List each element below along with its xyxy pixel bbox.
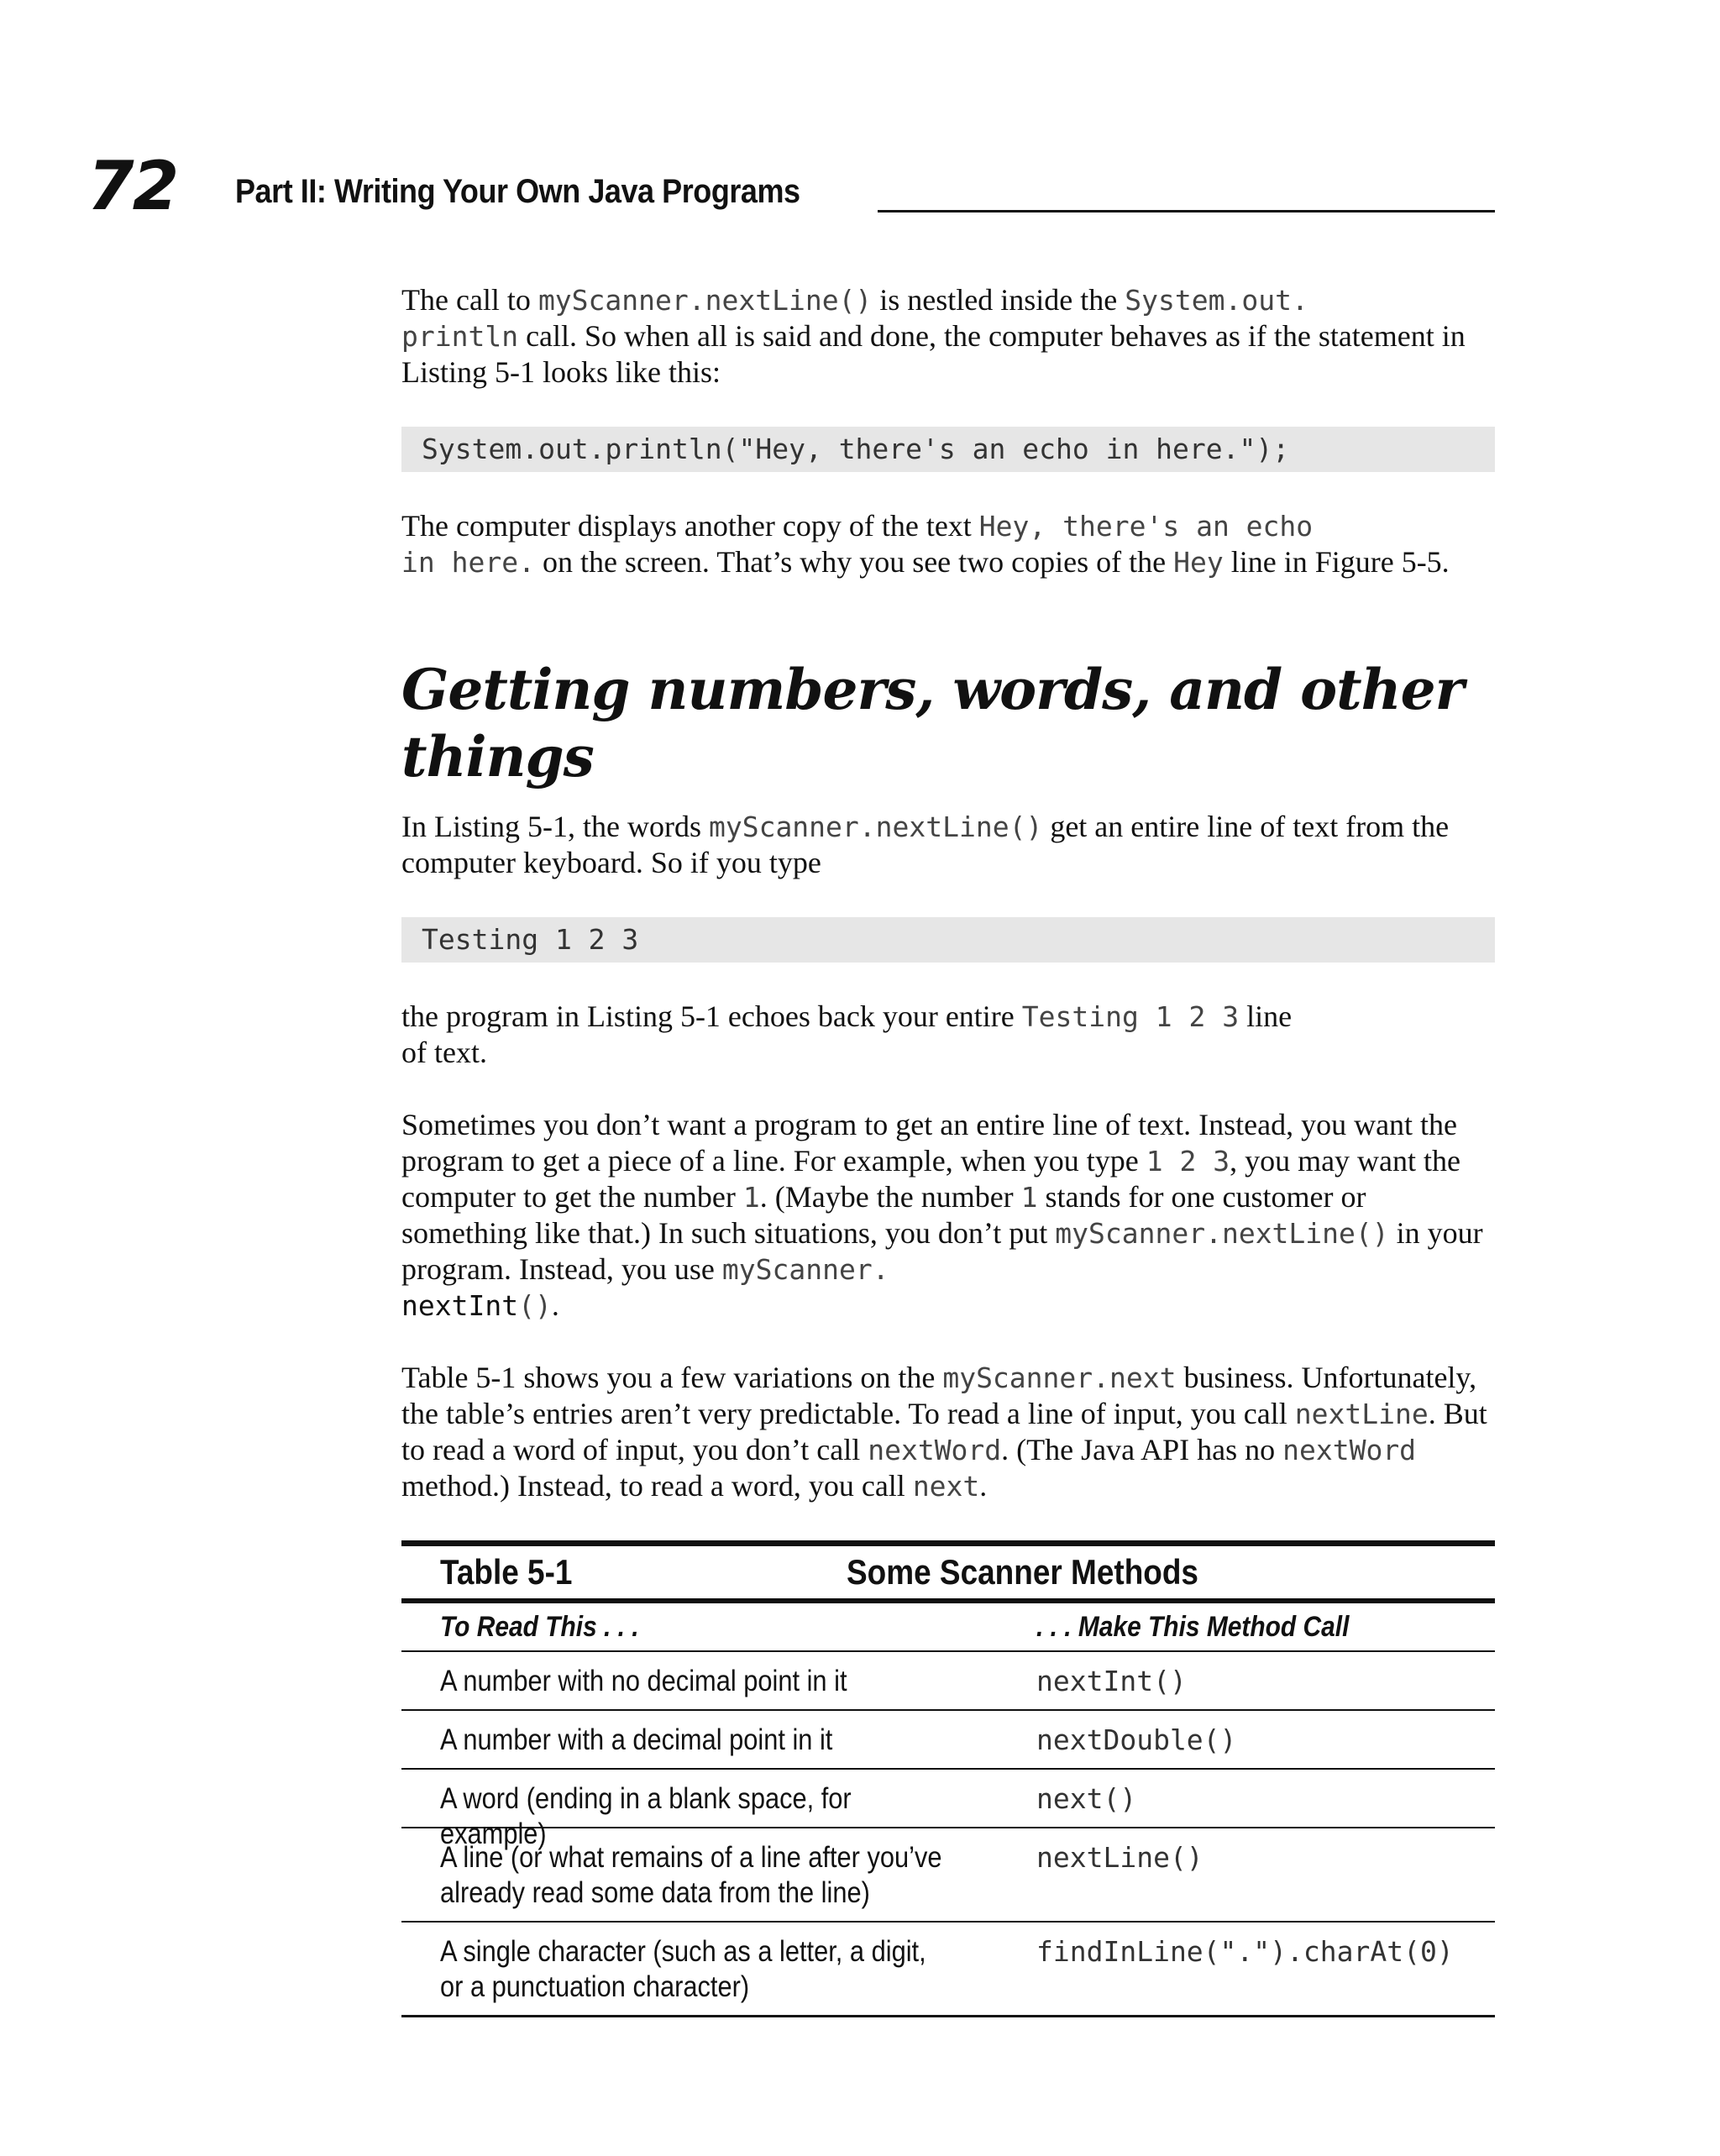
body-content [401,282,1495,2017]
text: . (Maybe the number [759,1180,1021,1214]
paragraph-5 [401,1107,1495,1324]
cell-read: A single character (such as a letter, a digit, or a punctuation character) [440,1935,926,2003]
section-heading: Getting numbers, words, and other things [401,657,1464,789]
code-block-1: System.out.println("Hey, there's an echo in here."); [401,427,1495,472]
text: business. Unfortunately, the table’s entries aren’t very predictable. To read a line of input, you call [401,1361,1477,1430]
inline-code: 1 [742,1181,760,1214]
text: of text. [401,1036,487,1069]
text: Table 5-1 shows you a few variations on the [401,1361,943,1394]
paragraph-1 [401,282,1495,391]
paragraph-6 [401,1360,1495,1504]
inline-code: Testing 1 2 3 [1021,1000,1240,1033]
inline-code: myScanner.next [942,1361,1177,1394]
text: stands for one customer or something like that.) In such situations, you don’t put [401,1180,1366,1250]
paragraph-3 [401,809,1495,881]
text: The computer displays another copy of the text [401,509,979,543]
text: is nestled inside the [872,283,1125,317]
inline-code: next [912,1470,980,1503]
text: . (The Java API has no [1001,1433,1283,1466]
cell-call: findInLine(".").charAt(0) [1036,1935,1454,1968]
inline-code: myScanner.nextLine() [708,810,1043,843]
text: . But to read a word of input, you don’t call [401,1397,1487,1466]
table-row [401,1711,1495,1770]
inline-code: nextWord [1282,1434,1417,1466]
text: In Listing 5-1, the words [401,810,709,843]
text: call. So when all is said and done, the computer behaves as if the statement in Listing 5-1 looks like this: [401,319,1466,389]
cell-read: A number with no decimal point in it [440,1665,847,1697]
column-header-read: To Read This . . . [440,1611,639,1643]
text: method.) Instead, to read a word, you call [401,1469,913,1503]
scanner-methods-table [401,1540,1495,2017]
text: on the screen. That’s why you see two copies of the [534,545,1174,579]
code-block-2: Testing 1 2 3 [401,917,1495,963]
cell-read: A line (or what remains of a line after you’ve already read some data from the line) [440,1841,942,1909]
inline-code: Hey [1173,546,1224,579]
table-label: Table 5-1 [440,1552,573,1592]
text: . [979,1469,988,1503]
text: , you may want the computer to get the number [401,1144,1461,1214]
inline-code: myScanner. [721,1253,889,1286]
paragraph-4 [401,999,1495,1071]
inline-code: nextLine [1294,1398,1429,1430]
inline-code: println [401,320,519,353]
table-header-row [401,1603,1495,1652]
table-caption: Some Scanner Methods [847,1552,1198,1592]
text: The call to [401,283,538,317]
inline-code: 1 2 3 [1146,1145,1230,1178]
cell-call: nextLine() [1036,1841,1203,1874]
inline-code: () [518,1289,552,1322]
table-row [401,1923,1495,2017]
cell-read: A number with a decimal point in it [440,1723,833,1756]
running-head: Part II: Writing Your Own Java Programs [235,173,800,210]
page-number: 72 [87,147,178,225]
text: in your program. Instead, you use [401,1216,1483,1286]
inline-code: Hey, there's an echo [978,510,1314,543]
cell-call: next() [1036,1782,1137,1815]
cell-read: A word (ending in a blank space, for example) [440,1782,852,1850]
text: . [551,1288,559,1322]
inline-code: myScanner.nextLine() [538,284,873,317]
cell-call: nextDouble() [1036,1723,1237,1756]
inline-code: myScanner.nextLine() [1055,1217,1389,1250]
inline-code: in here. [401,546,535,579]
paragraph-2 [401,508,1495,580]
inline-code: 1 [1020,1181,1038,1214]
text: get an entire line of text from the computer keyboard. So if you type [401,810,1450,879]
table-title-bar [401,1546,1495,1603]
text: the program in Listing 5-1 echoes back your entire [401,999,1022,1033]
column-header-call: . . . Make This Method Call [1036,1611,1350,1643]
inline-code: System.out. [1125,284,1308,317]
table-row [401,1770,1495,1850]
table-row [401,1828,1495,1923]
table-row [401,1652,1495,1711]
inline-code: nextWord [868,1434,1002,1466]
text: line in Figure 5-5. [1223,545,1450,579]
header-rule [878,210,1495,212]
text: Sometimes you don’t want a program to get an entire line of text. Instead, you want the program to get a piece of a line. For example, when you type [401,1108,1458,1178]
cell-call: nextInt() [1036,1665,1187,1697]
text: line [1239,999,1293,1033]
inline-code: nextInt [401,1289,519,1322]
